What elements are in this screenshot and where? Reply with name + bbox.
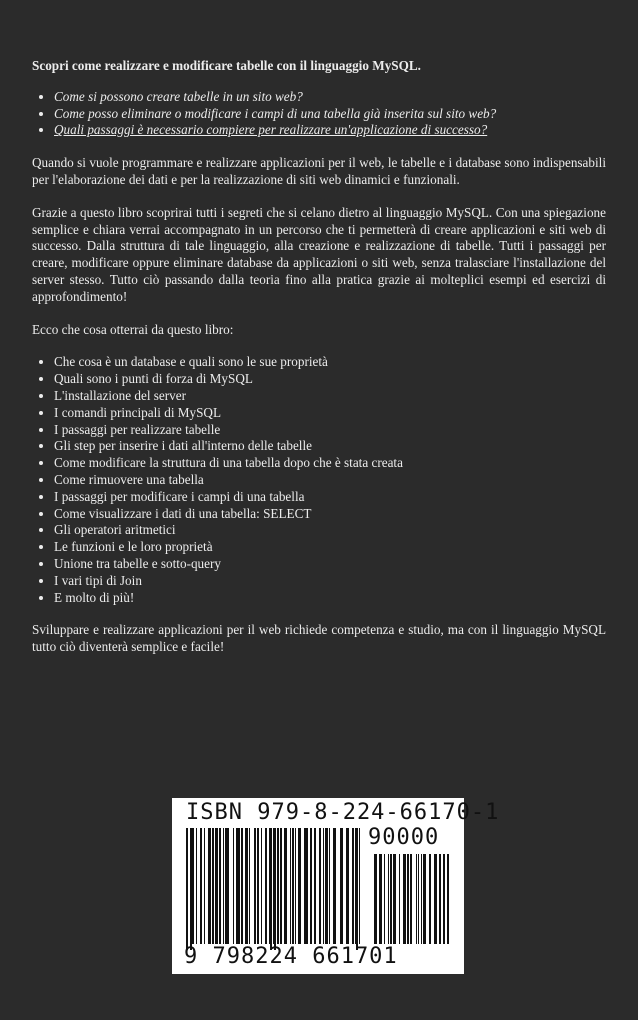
list-item: • Come posso eliminare o modificare i campi di una tabella già inserita sul sito web? xyxy=(54,106,606,123)
barcode-bar xyxy=(403,854,406,944)
barcode-bar xyxy=(225,828,229,944)
barcode-bar xyxy=(265,828,267,944)
list-item: • Le funzioni e le loro proprietà xyxy=(54,539,606,556)
list-item: • I passaggi per realizzare tabelle xyxy=(54,422,606,439)
barcode-bar xyxy=(292,828,294,944)
barcode-bar xyxy=(421,854,422,944)
list-item: • Gli operatori aritmetici xyxy=(54,522,606,539)
barcode-bar xyxy=(219,828,221,944)
price-code: 90000 xyxy=(368,825,440,850)
barcode-bar xyxy=(325,828,328,944)
barcode-bar xyxy=(236,828,240,944)
barcode-bar xyxy=(407,854,409,944)
features-list xyxy=(32,354,606,606)
barcode-bar xyxy=(261,828,262,944)
barcode-bar xyxy=(257,828,259,944)
paragraph: Grazie a questo libro scoprirai tutti i segreti che si celano dietro al linguaggio MySQL. Con una spiegazione semplice e chiara verrai accompagnato in un percorso che ti permetterà di creare applicazioni e siti web di successo. Dalla struttura di tale linguaggio, alla creazione e realizzazione di tabelle. Tutti i passaggi per creare, modificare oppure eliminare database da applicazioni o siti web, senza tralasciare l'installazione del server stesso. Tutto ciò passando dalla teoria fino alla pratica grazie ai molteplici esempi ed esercizi di approfondimento! xyxy=(32,204,606,304)
questions-list xyxy=(32,89,606,139)
heading: Scopri come realizzare e modificare tabelle con il linguaggio MySQL. xyxy=(32,58,421,73)
barcode-bar xyxy=(323,828,324,944)
barcode-bar xyxy=(290,828,291,944)
list-item: • Quali sono i punti di forza di MySQL xyxy=(54,371,606,388)
barcode-guard-bar xyxy=(356,828,358,950)
barcode-bar xyxy=(393,854,396,944)
barcode-guard-bar xyxy=(190,828,192,950)
barcode-guard-bar xyxy=(270,828,272,950)
back-cover-text xyxy=(32,58,606,672)
barcode-bar xyxy=(447,854,449,944)
barcode-bar xyxy=(249,828,250,944)
barcode-bar xyxy=(280,828,282,944)
barcode-bar xyxy=(277,828,279,944)
list-item: • I vari tipi di Join xyxy=(54,573,606,590)
barcode-bar xyxy=(346,828,349,944)
barcode-bar xyxy=(410,854,412,944)
closing-paragraph: Sviluppare e realizzare applicazioni per il web richiede competenza e studio, ma con il linguaggio MySQL tutto ciò diventerà semplice e facile! xyxy=(32,622,606,655)
barcode-guard-bar xyxy=(274,828,276,950)
list-item: • Come si possono creare tabelle in un sito web? xyxy=(54,89,606,106)
barcode-bar xyxy=(284,828,287,944)
barcode-bar xyxy=(304,828,308,944)
barcode-bar xyxy=(359,828,360,944)
barcode-bar xyxy=(223,828,224,944)
barcode-bar xyxy=(390,854,392,944)
barcode-bar xyxy=(245,828,248,944)
barcode-digits: 9 798224 661701 xyxy=(184,944,398,969)
barcode-bar xyxy=(374,854,377,944)
barcode-bar xyxy=(314,828,316,944)
barcode-bar xyxy=(379,854,382,944)
barcode-bar xyxy=(423,854,426,944)
paragraph: Quando si vuole programmare e realizzare applicazioni per il web, le tabelle e i database sono indispensabili per l'elaborazione dei dati e per la realizzazione di siti web dinamici e funzionali. xyxy=(32,155,606,187)
barcode-bar xyxy=(418,854,419,944)
barcode-bar xyxy=(212,828,214,944)
barcode-bar xyxy=(340,828,343,944)
barcode-bar xyxy=(233,828,234,944)
barcode-bar xyxy=(310,828,312,944)
barcode-bar xyxy=(215,828,218,944)
barcode-bar xyxy=(439,854,441,944)
barcode-bar xyxy=(399,854,400,944)
list-item: • Unione tra tabelle e sotto-query xyxy=(54,556,606,573)
list-item: • E molto di più! xyxy=(54,590,606,607)
barcode-bar xyxy=(254,828,256,944)
barcode-bar xyxy=(196,828,197,944)
isbn-label: ISBN 979-8-224-66170-1 xyxy=(186,800,500,825)
list-item: • Quali passaggi è necessario compiere per realizzare un'applicazione di successo? xyxy=(54,122,606,139)
barcode-bar xyxy=(443,854,445,944)
barcode-bar xyxy=(352,828,354,944)
list-item: • Come modificare la struttura di una tabella dopo che è stata creata xyxy=(54,455,606,472)
list-item: • I comandi principali di MySQL xyxy=(54,405,606,422)
barcode-bar xyxy=(384,854,385,944)
barcode-bar xyxy=(329,828,330,944)
list-item: • Gli step per inserire i dati all'interno delle tabelle xyxy=(54,438,606,455)
barcode-bar xyxy=(333,828,336,944)
barcode-bar xyxy=(295,828,296,944)
list-item: • Come rimuovere una tabella xyxy=(54,472,606,489)
paragraph: Ecco che cosa otterrai da questo libro: xyxy=(32,321,234,337)
barcode-bar xyxy=(200,828,202,944)
barcode-bar xyxy=(429,854,431,944)
barcode-bar xyxy=(416,854,417,944)
barcode-bar xyxy=(434,854,437,944)
list-item: • I passaggi per modificare i campi di una tabella xyxy=(54,489,606,506)
barcode-bar xyxy=(208,828,211,944)
barcode-bar xyxy=(319,828,321,944)
barcode-bar xyxy=(298,828,301,944)
barcode-bar xyxy=(241,828,243,944)
barcode-bar xyxy=(269,828,270,944)
list-item: • Che cosa è un database e quali sono le sue proprietà xyxy=(54,354,606,371)
list-item: • L'installazione del server xyxy=(54,388,606,405)
barcode-bar xyxy=(204,828,205,944)
barcode-bar xyxy=(388,854,389,944)
barcode-guard-bar xyxy=(186,828,188,950)
barcode-bar xyxy=(192,828,194,944)
list-item: • Come visualizzare i dati di una tabella: SELECT xyxy=(54,506,606,523)
isbn-barcode xyxy=(172,798,500,974)
barcode-bar xyxy=(273,828,274,944)
